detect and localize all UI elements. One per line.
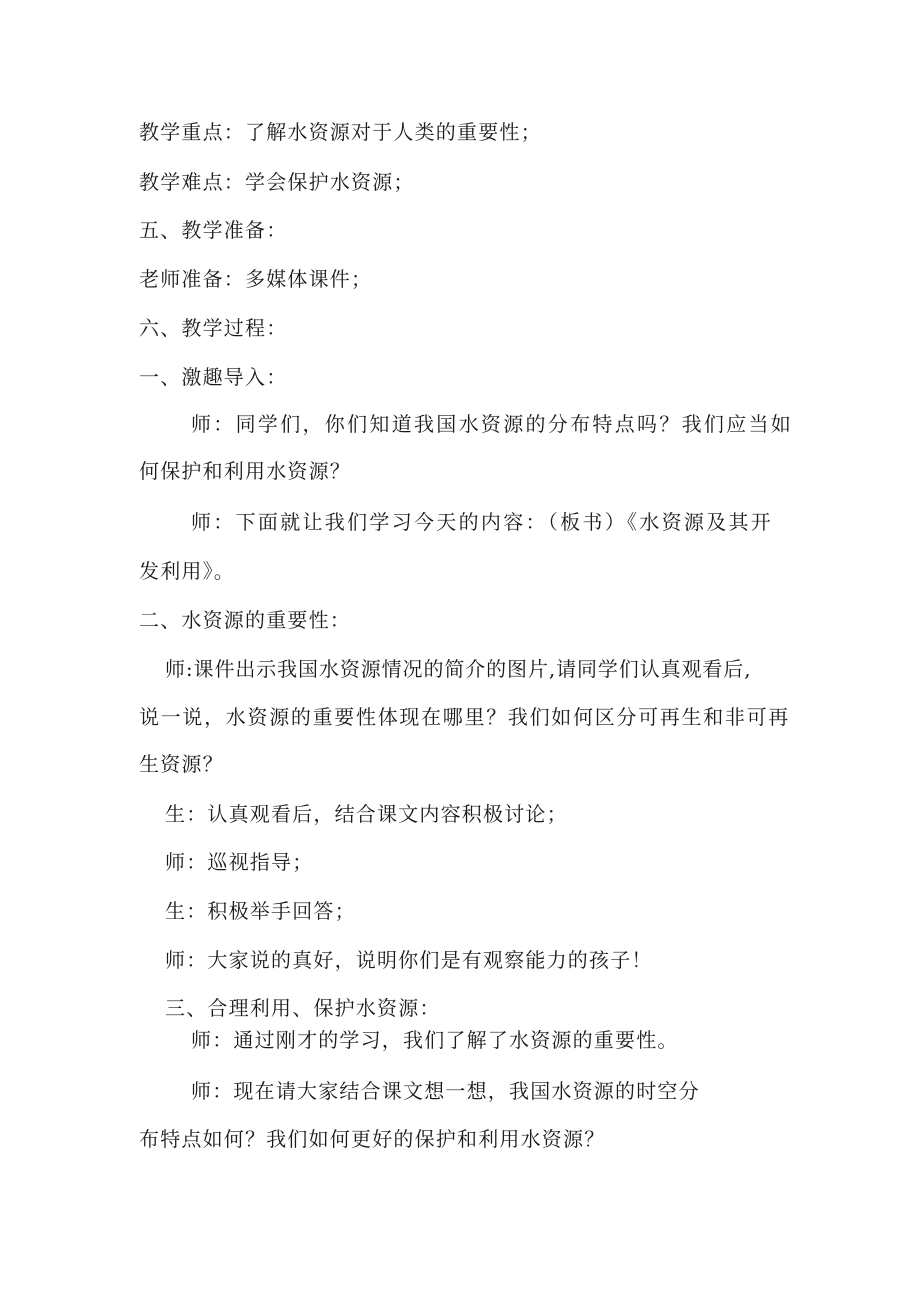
paragraph-line: 发利用》。 [139, 559, 235, 583]
subheading-introduction: 一、激趣导入： [139, 365, 288, 389]
teacher-preparation: 老师准备：多媒体课件； [139, 267, 373, 291]
paragraph-line: 师：下面就让我们学习今天的内容：（板书）《水资源及其开 [191, 510, 774, 534]
paragraph-line: 生资源？ [139, 752, 224, 776]
paragraph-line: 布特点如何？我们如何更好的保护和利用水资源？ [139, 1127, 606, 1151]
paragraph-line: 师：同学们，你们知道我国水资源的分布特点吗？我们应当如 [191, 412, 794, 436]
teaching-difficulty: 教学难点：学会保护水资源； [139, 170, 415, 194]
paragraph-line: 生：积极举手回答； [165, 899, 356, 923]
paragraph-line: 说一说，水资源的重要性体现在哪里？我们如何区分可再生和非可再 [139, 705, 790, 729]
paragraph-line: 生：认真观看后，结合课文内容积极讨论； [165, 802, 568, 826]
paragraph-line: 师:课件出示我国水资源情况的简介的图片,请同学们认真观看后, [165, 657, 752, 681]
paragraph-line: 师：大家说的真好，说明你们是有观察能力的孩子！ [165, 948, 653, 972]
paragraph-line: 师：巡视指导； [165, 850, 314, 874]
section-heading-preparation: 五、教学准备： [139, 218, 288, 242]
teaching-key-point: 教学重点：了解水资源对于人类的重要性； [139, 120, 542, 144]
paragraph-line: 师：现在请大家结合课文想一想，我国水资源的时空分 [191, 1079, 700, 1103]
paragraph-line: 何保护和利用水资源？ [139, 459, 351, 483]
section-heading-process: 六、教学过程： [139, 316, 288, 340]
subheading-importance: 二、水资源的重要性： [139, 608, 351, 632]
subheading-protection: 三、合理利用、保护水资源： [165, 996, 441, 1020]
paragraph-line: 师：通过刚才的学习，我们了解了水资源的重要性。 [191, 1028, 679, 1052]
